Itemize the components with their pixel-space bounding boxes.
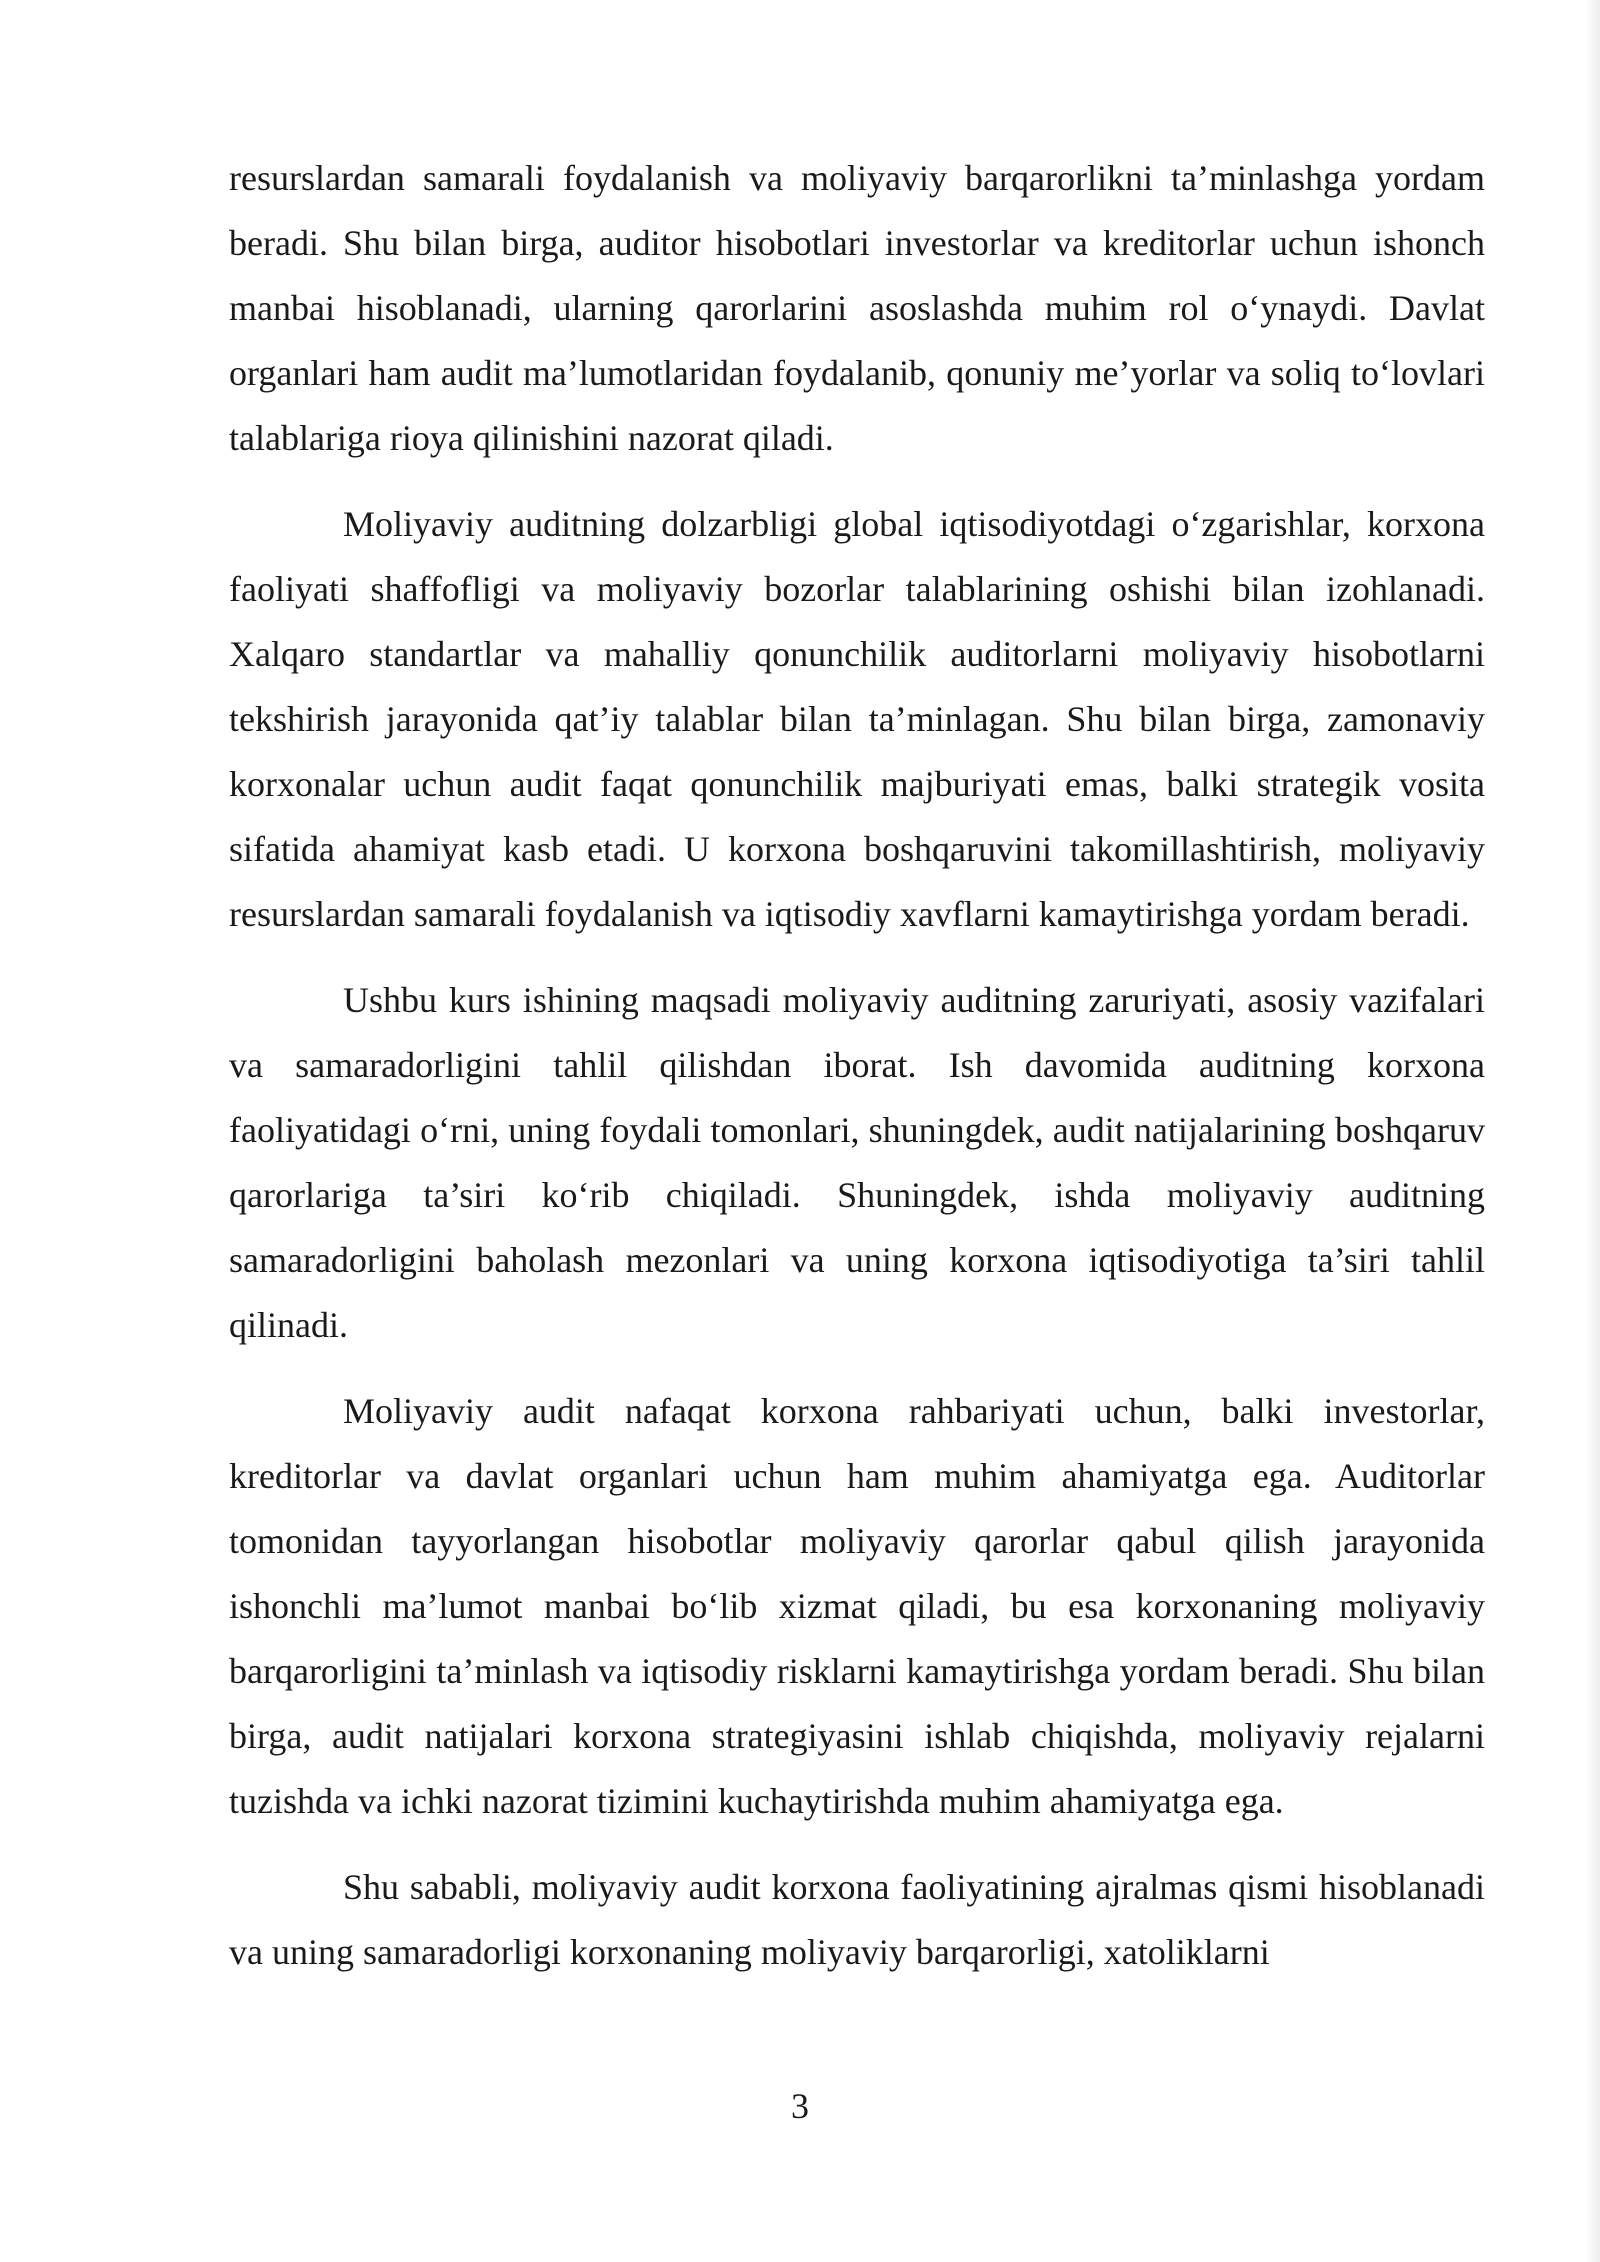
paragraph-3: Ushbu kurs ishining maqsadi moliyaviy auditning zaruriyati, asosiy vazifalari va samaradorligini tahlil qilishdan iborat. Ish davomida auditning korxona faoliyatidagi o‘rni, uning foydali tomonlari, shuningdek, audit natijalarining boshqaruv qarorlariga ta’siri ko‘rib chiqiladi. Shuningdek, ishda moliyaviy auditning samaradorligini baholash mezonlari va uning korxona iqtisodiyotiga ta’siri tahlil qilinadi. <box>229 980 1485 1345</box>
paragraph-2: Moliyaviy auditning dolzarbligi global iqtisodiyotdagi o‘zgarishlar, korxona faoliyati shaffofligi va moliyaviy bozorlar talablarining oshishi bilan izohlanadi. Xalqaro standartlar va mahalliy qonunchilik auditorlarni moliyaviy hisobotlarni tekshirish jarayonida qat’iy talablar bilan ta’minlagan. Shu bilan birga, zamonaviy korxonalar uchun audit faqat qonunchilik majburiyati emas, balki strategik vosita sifatida ahamiyat kasb etadi. U korxona boshqaruvini takomillashtirish, moliyaviy resurslardan samarali foydalanish va iqtisodiy xavflarni kamaytirishga yordam beradi. <box>229 504 1485 934</box>
paragraph-1: resurslardan samarali foydalanish va moliyaviy barqarorlikni ta’minlashga yordam beradi. Shu bilan birga, auditor hisobotlari investorlar va kreditorlar uchun ishonch manbai hisoblanadi, ularning qarorlarini asoslashda muhim rol o‘ynaydi. Davlat organlari ham audit ma’lumotlaridan foydalanib, qonuniy me’yorlar va soliq to‘lovlari talablariga rioya qilinishini nazorat qiladi. <box>229 158 1485 458</box>
paragraph-5: Shu sababli, moliyaviy audit korxona faoliyatining ajralmas qismi hisoblanadi va uning samaradorligi korxonaning moliyaviy barqarorligi, xatoliklarni <box>229 1867 1485 1972</box>
paragraph-4: Moliyaviy audit nafaqat korxona rahbariyati uchun, balki investorlar, kreditorlar va davlat organlari uchun ham muhim ahamiyatga ega. Auditorlar tomonidan tayyorlangan hisobotlar moliyaviy qarorlar qabul qilish jarayonida ishonchli ma’lumot manbai bo‘lib xizmat qiladi, bu esa korxonaning moliyaviy barqarorligini ta’minlash va iqtisodiy risklarni kamaytirishga yordam beradi. Shu bilan birga, audit natijalari korxona strategiyasini ishlab chiqishda, moliyaviy rejalarni tuzishda va ichki nazorat tizimini kuchaytirishda muhim ahamiyatga ega. <box>229 1391 1485 1821</box>
page-number: 3 <box>791 2086 809 2126</box>
page-edge-shadow <box>1586 0 1600 2262</box>
body-text <box>229 146 1485 2006</box>
